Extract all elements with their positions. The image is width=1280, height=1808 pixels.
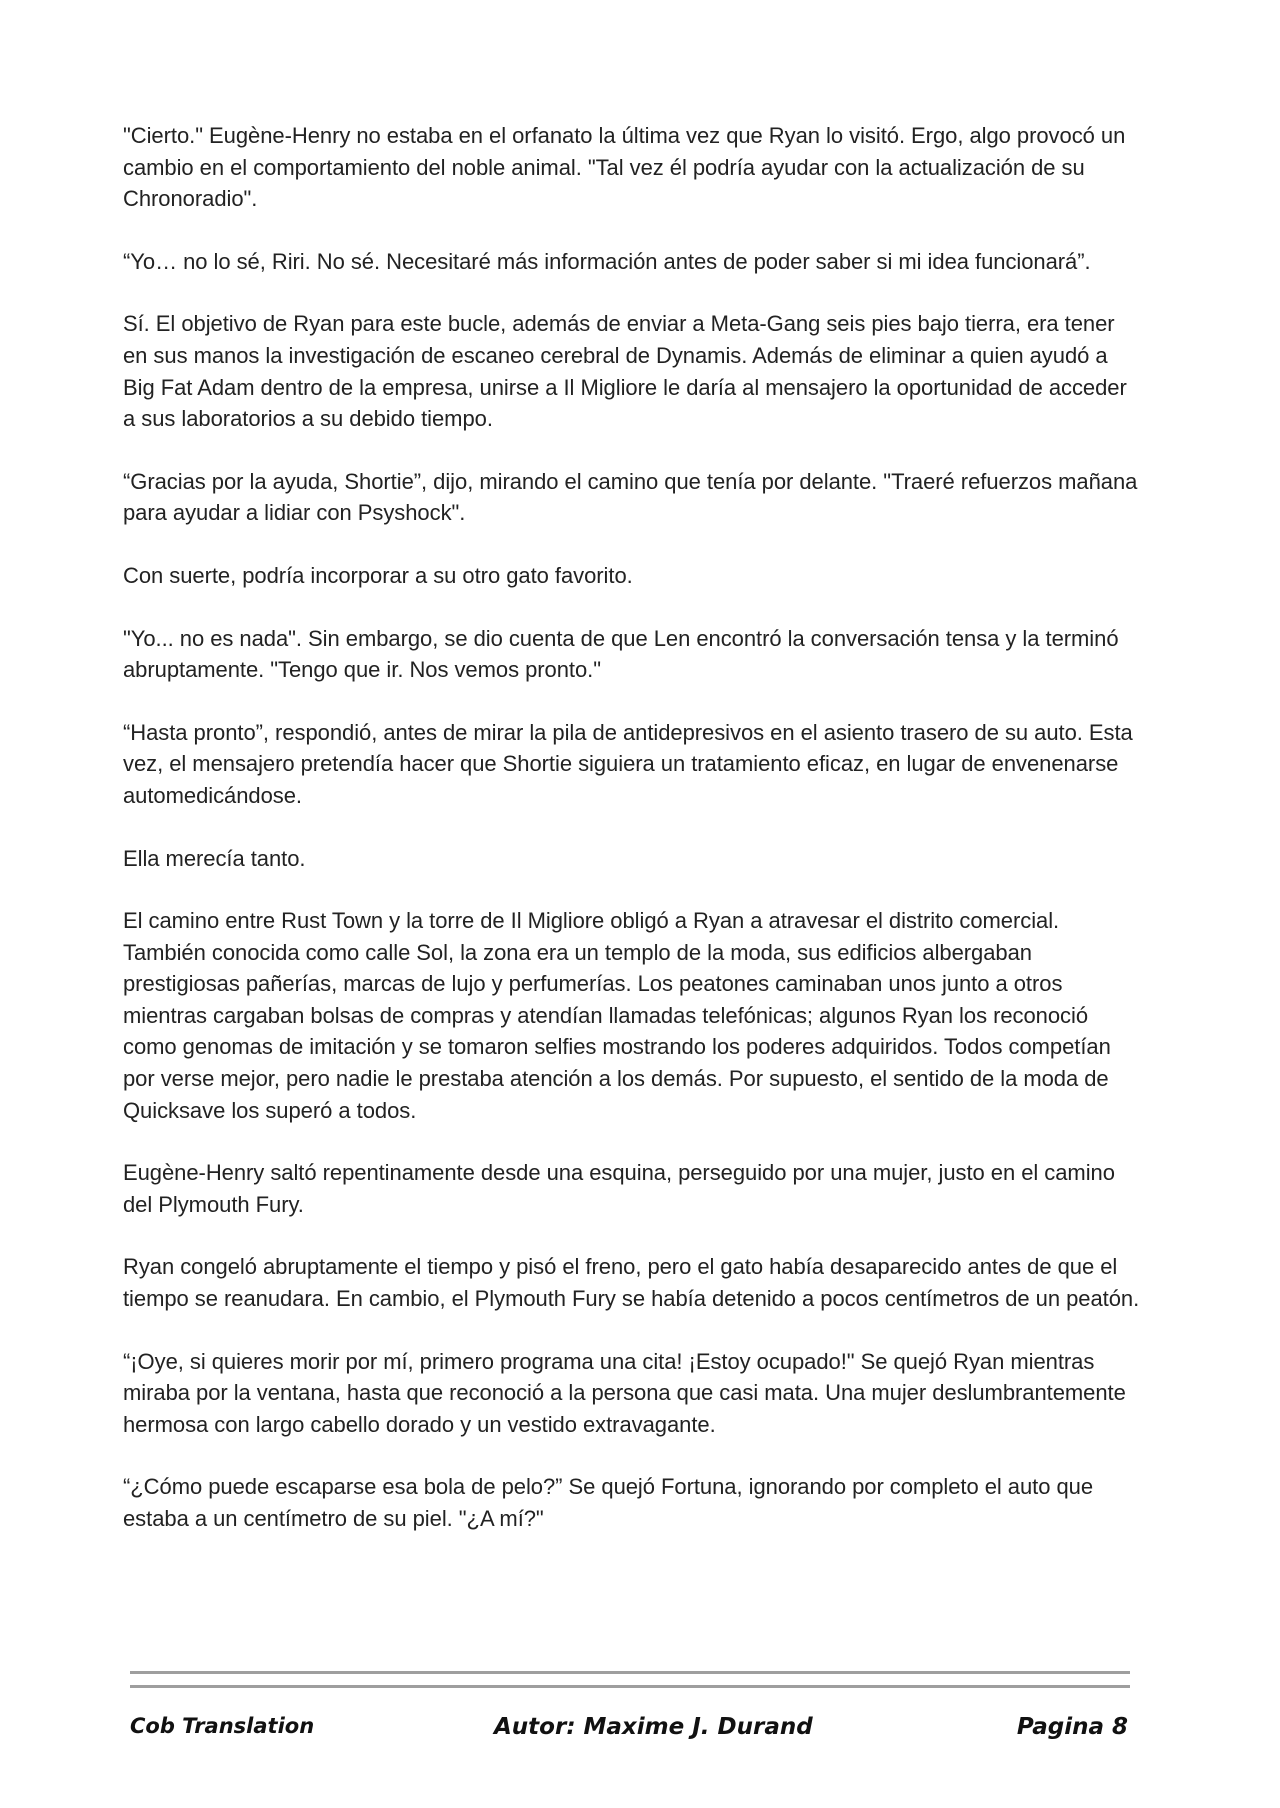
paragraph: Eugène-Henry saltó repentinamente desde una esquina, perseguido por una mujer, justo en el camino del Plymouth Fury. <box>123 1160 1115 1217</box>
paragraph: “¡Oye, si quieres morir por mí, primero programa una cita! ¡Estoy ocupado!" Se quejó Ryan mientras miraba por la ventana, hasta que reconoció a la persona que casi mata. Una mujer deslumbrantemente hermosa con largo cabello dorado y un vestido extravagante. <box>123 1348 1126 1437</box>
footer-translator: Cob Translation <box>130 1714 315 1738</box>
page-body <box>123 120 1143 1566</box>
paragraph: Ryan congeló abruptamente el tiempo y pisó el freno, pero el gato había desaparecido antes de que el tiempo se reanudara. En cambio, el Plymouth Fury se había detenido a pocos centímetros de un peatón. <box>123 1254 1140 1312</box>
paragraph: Sí. El objetivo de Ryan para este bucle, además de enviar a Meta-Gang seis pies bajo tierra, era tener en sus manos la investigación de escaneo cerebral de Dynamis. Además de eliminar a quien ayudó a Big Fat Adam dentro de la empresa, unirse a Il Migliore le daría al mensajero la oportunidad de acceder a sus laboratorios a su debido tiempo. <box>123 311 1127 432</box>
paragraph: Ella merecía tanto. <box>123 845 306 871</box>
footer-author: Autor: Maxime J. Durand <box>494 1714 813 1740</box>
paragraph: "Cierto." Eugène-Henry no estaba en el orfanato la última vez que Ryan lo visitó. Ergo, algo provocó un cambio en el comportamiento del noble animal. "Tal vez él podría ayudar con la actualización de su Chronoradio". <box>123 123 1126 212</box>
paragraph: “Hasta pronto”, respondió, antes de mirar la pila de antidepresivos en el asiento trasero de su auto. Esta vez, el mensajero pretendía hacer que Shortie siguiera un tratamiento eficaz, en lugar de envenenarse automedicándose. <box>123 719 1133 808</box>
paragraph: “Gracias por la ayuda, Shortie”, dijo, mirando el camino que tenía por delante. "Traeré refuerzos mañana para ayudar a lidiar con Psyshock". <box>123 468 1138 526</box>
paragraph: "Yo... no es nada". Sin embargo, se dio cuenta de que Len encontró la conversación tensa y la terminó abruptamente. "Tengo que ir. Nos vemos pronto." <box>123 625 1119 683</box>
paragraph: El camino entre Rust Town y la torre de Il Migliore obligó a Ryan a atravesar el distrito comercial. También conocida como calle Sol, la zona era un templo de la moda, sus edificios albergaban prestigiosas pañerías, marcas de lujo y perfumerías. Los peatones caminaban unos junto a otros mientras cargaban bolsas de compras y atendían llamadas telefónicas; algunos Ryan los reconoció como genomas de imitación y se tomaron selfies mostrando los poderes adquiridos. Todos competían por verse mejor, pero nadie le prestaba atención a los demás. Por supuesto, el sentido de la moda de Quicksave los superó a todos. <box>123 908 1111 1123</box>
footer-divider-bottom <box>130 1685 1130 1688</box>
footer-page-number: Pagina 8 <box>1016 1714 1128 1740</box>
paragraph: “Yo… no lo sé, Riri. No sé. Necesitaré más información antes de poder saber si mi idea funcionará”. <box>123 248 1091 274</box>
page-footer <box>130 1714 1128 1748</box>
paragraph: Con suerte, podría incorporar a su otro gato favorito. <box>123 562 633 588</box>
footer-divider-top <box>130 1671 1130 1674</box>
paragraph: “¿Cómo puede escaparse esa bola de pelo?” Se quejó Fortuna, ignorando por completo el auto que estaba a un centímetro de su piel. "¿A mí?" <box>123 1474 1094 1531</box>
